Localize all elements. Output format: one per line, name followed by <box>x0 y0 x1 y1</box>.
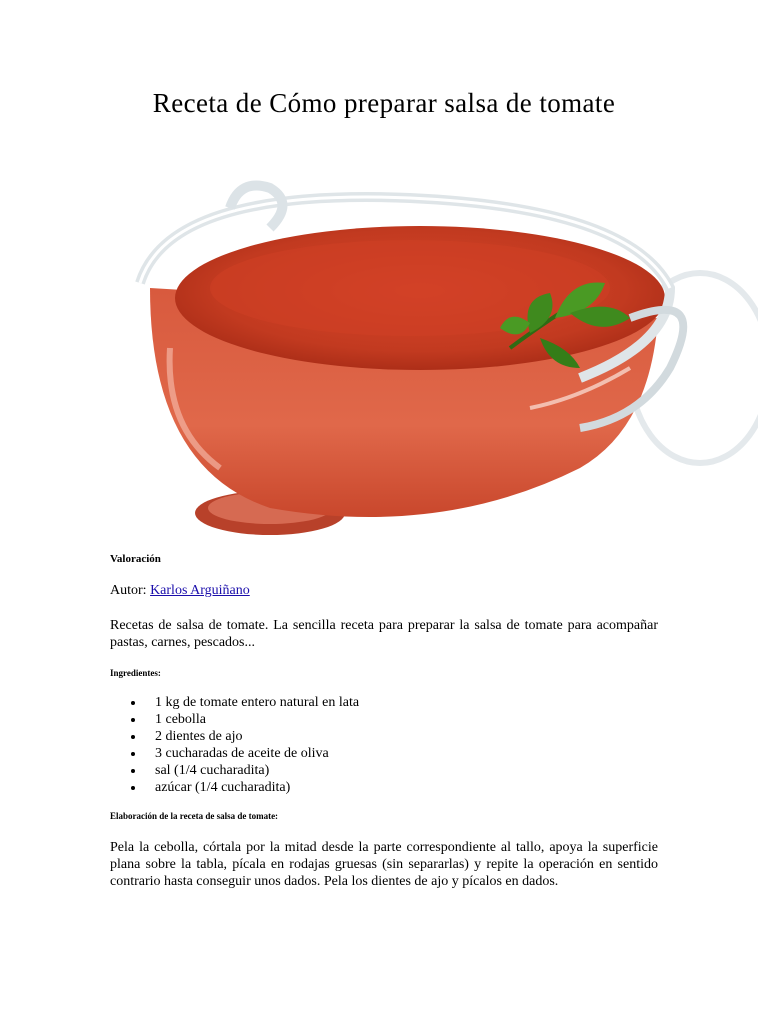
list-item: 1 cebolla <box>155 711 359 728</box>
author-link[interactable]: Karlos Arguiñano <box>150 583 250 598</box>
ingredients-list <box>110 694 359 796</box>
elaboration-paragraph: Pela la cebolla, córtala por la mitad desde la parte correspondiente al tallo, apoya la superficie plana sobre la tabla, pícala en rodajas gruesas (sin separarlas) y repite la operación en sentido contrario hasta conseguir unos dados. Pela los dientes de ajo y pícalos en dados. <box>110 840 658 889</box>
author-label: Autor: <box>110 583 147 598</box>
page-title: Receta de Cómo preparar salsa de tomate <box>152 88 616 118</box>
list-item: azúcar (1/4 cucharadita) <box>155 779 359 796</box>
author-line <box>110 583 250 599</box>
list-item: 1 kg de tomate entero natural en lata <box>155 695 360 710</box>
intro-paragraph: Recetas de salsa de tomate. La sencilla receta para preparar la salsa de tomate para acompañar pastas, carnes, pescados... <box>110 618 658 650</box>
list-item: sal (1/4 cucharadita) <box>155 762 359 779</box>
elaboration-heading: Elaboración de la receta de salsa de tomate: <box>110 811 279 821</box>
tomato-sauce-photo <box>110 168 758 536</box>
ingredients-heading: Ingredientes: <box>110 668 161 678</box>
list-item: 2 dientes de ajo <box>155 728 359 745</box>
rating-label: Valoración <box>110 553 161 565</box>
list-item: 3 cucharadas de aceite de oliva <box>155 745 359 762</box>
